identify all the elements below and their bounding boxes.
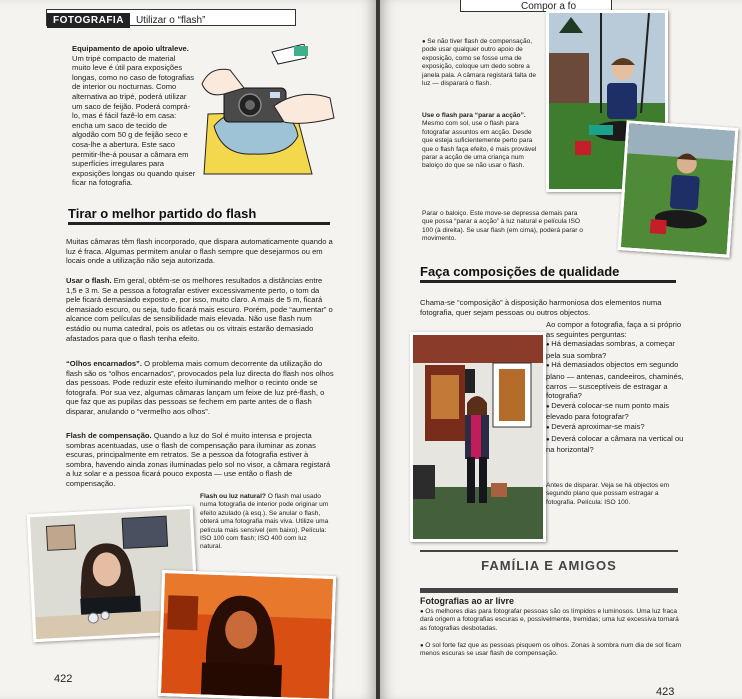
stop-action-paragraph: Use o flash para “parar a acção”. Mesmo com sol, use o flash para fotografar assuntos em acção. Desde que esteja suficientemente perto para que o flash faça efeito, é mais provável parar a acção de uma criança num baloiço do que se não usar o flash. (422, 112, 537, 170)
natural-light-photo-woman (158, 570, 336, 699)
family-section-banner (420, 550, 678, 593)
outdoor-paragraph-1: ● Os melhores dias para fotografar pessoas são os límpidos e luminosos. Uma luz fraca dará origem a fotografias escuras e, possivelmente, tremidas; uma luz excessiva tornará as fotografias desbotadas. (420, 608, 682, 633)
composition-heading: Faça composições de qualidade (420, 264, 676, 283)
outdoor-subheading: Fotografias ao ar livre (420, 596, 515, 606)
composition-questions (546, 320, 686, 455)
flash-intro-paragraph: Muitas câmaras têm flash incorporado, que dispara automaticamente quando a luz é fraca. Algumas permitem anular o flash sempre que desejarmos ou em locais onde a utilização não seja autorizada. (66, 237, 333, 266)
swing-photo-natural (618, 120, 739, 257)
topic-label: Utilizar o “flash” (135, 15, 206, 26)
beanbag-camera-illustration (200, 44, 338, 176)
question-item: ● Deverá colocar a câmara na vertical ou na horizontal? (546, 434, 686, 455)
question-item: ● Há demasiadas sombras, a começar pela sua sombra? (546, 339, 686, 360)
page-header (46, 9, 296, 26)
questions-intro: Ao compor a fotografia, faça a si próprio as seguintes perguntas: (546, 320, 682, 339)
right-header: Compor a fo (460, 0, 612, 12)
family-section-title: FAMÍLIA E AMIGOS (481, 558, 617, 573)
question-item: ● Há demasiados objectos em segundo plano — antenas, candeeiros, chaminés, carros — susceptíveis de estragar a fotografia? (546, 360, 686, 400)
page-number-left: 422 (54, 673, 73, 685)
question-item: ● Deverá aproximar-se mais? (546, 422, 686, 434)
composition-photo-caption: Antes de disparar. Veja se há objectos em segundo plano que possam estragar a fotografia. Película: ISO 100. (546, 482, 670, 506)
using-flash-paragraph: Usar o flash. Em geral, obtêm-se os melhores resultados a distâncias entre 1,5 e 3 m. Se a pessoa a fotografar estiver excessivamente perto, o tom da pele ficará demasiado exposto e, por isso, muito claro. A mais de 5 m, ficará demasiado escuro, ou seja, tudo ficará mais escuro. Porém, pode “aumentar” o alcance com películas de sensibilidade mais elevada. Não use flash num estádio ou numa catedral, pois os atletas ou os vitrais estarão demasiado afastados para que o flash tenha efeito. (66, 276, 333, 343)
swing-caption: Parar o baloiço. Este move-se depressa demais para que possa “parar a acção” à luz natural e película ISO 100 (à direita). Se usar flash (em cima), poderá parar o movimento. (422, 210, 583, 243)
section-label: FOTOGRAFIA (47, 13, 130, 28)
outdoor-paragraph-2: ● O sol forte faz que as pessoas pisquem os olhos. Zonas à sombra num dia de sol ficam menos escuras se usar flash de compensação. (420, 642, 682, 659)
flash-caption: Flash ou luz natural? O flash mal usado numa fotografia de interior pode originar um efeito azulado (à esq.). Se anular o flash, obterá uma fotografia mais viva. Utilize uma película mais sensível (em baixo). Película: ISO 100 com flash; ISO 400 com luz natural. (200, 493, 329, 551)
intro-paragraph: Equipamento de apoio ultraleve. Um tripé compacto de material muito leve é útil para exposições longas, como no caso de fotografias de interior ou nocturnas. Como alternativa ao tripé, poderá utilizar um saco de feijão. Poderá comprá-lo, mas é fácil fazê-lo em casa: encha um saco de tecido de algodão com 50 g de feijão seco e cosa-lhe a abertura. Este saco permitir-lhe-á pousar a câmara em superfícies irregulares para exposições longas ou quando quiser ficar na fotografia. (72, 44, 196, 188)
fill-flash-paragraph: Flash de compensação. Quando a luz do Sol é muito intensa e projecta sombras acentuadas, use o flash de compensação para iluminar as zonas escuras, principalmente em retratos. Se a pessoa da fotografia estiver à sombra, havendo ainda zonas iluminadas pelo sol no visor, a câmara registará a luz solar e a pessoa ficará pouco exposta — use então o flash de compensação. (66, 431, 331, 488)
no-fill-flash-paragraph: ● Se não tiver flash de compensação, pode usar qualquer outro apoio de exposição, como se fosse uma de exposição, coloque um dedo sobre a janela pala. A câmara registará falta de luz — disparará o flash. (422, 38, 542, 88)
flash-heading: Tirar o melhor partido do flash (68, 206, 330, 225)
composition-photo-woman (410, 332, 546, 542)
composition-intro: Chama-se “composição” à disposição harmoniosa dos elementos numa fotografia, quer sejam pessoas ou outros objectos. (420, 298, 662, 317)
page-number-right: 423 (656, 686, 675, 698)
red-eye-paragraph: “Olhos encarnados”. O problema mais comum decorrente da utilização do flash são os “olhos encarnados”, provocados pela luz directa do flash nos olhos das pessoas. Pode reduzir este efeito iluminando melhor o recinto onde se fotografa. Por sua vez, algumas câmaras lançam um feixe de luz pré-flash, o que faz que as pupilas das pessoas se fechem em parte antes de o flash disparar, anulando o “vermelho aos olhos”. (66, 359, 334, 416)
question-item: ● Deverá colocar-se num ponto mais elevado para fotografar? (546, 401, 686, 422)
right-page (380, 0, 742, 699)
